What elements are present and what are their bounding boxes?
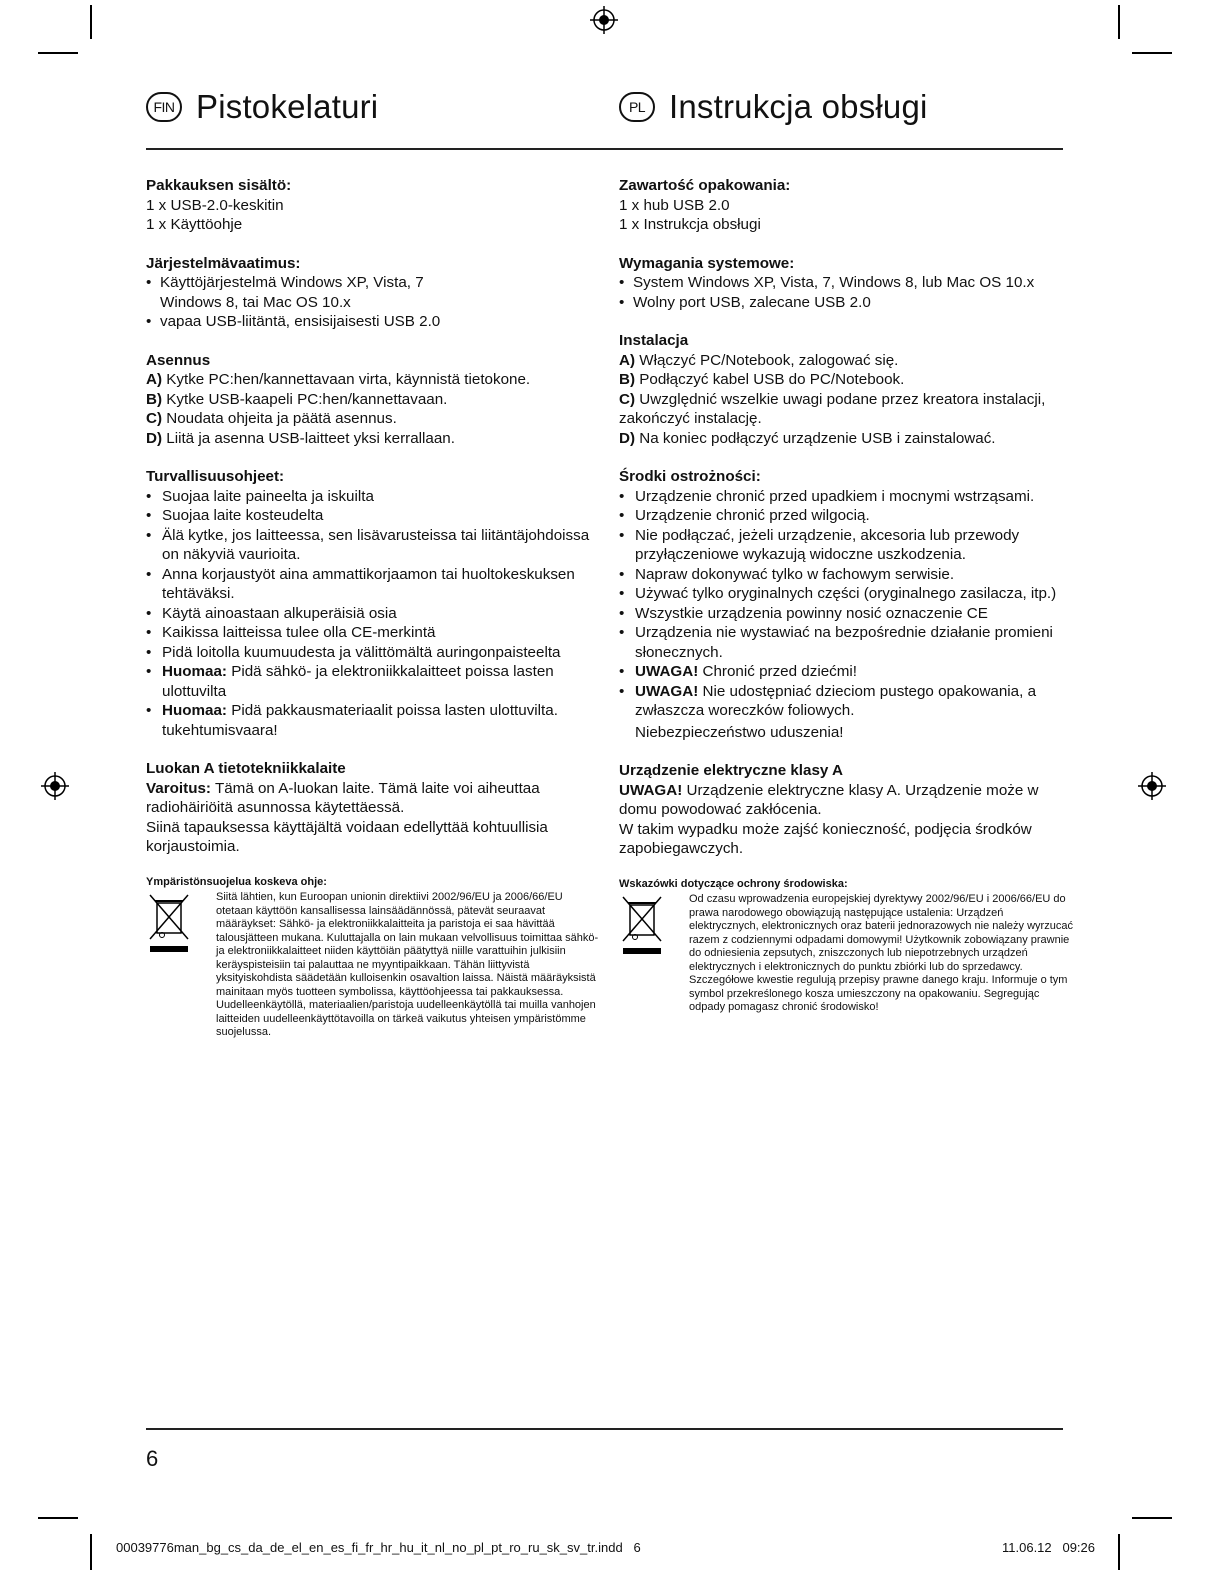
- list-item: • vapaa USB-liitäntä, ensisijaisesti USB 2.0: [146, 312, 601, 332]
- section-heading: Instalacja: [619, 332, 689, 349]
- pl-header: [619, 88, 928, 126]
- list-item: • Käyttöjärjestelmä Windows XP, Vista, 7 Windows 8, tai Mac OS 10.x: [146, 273, 460, 312]
- list-item: • Älä kytke, jos laitteessa, sen lisävarusteissa tai liitäntäjohdoissa on näkyviä vaurioita.: [146, 526, 601, 565]
- list-item: • Urządzenie chronić przed wilgocią.: [619, 506, 1074, 526]
- crop-mark: [1118, 1534, 1120, 1570]
- install-step: A) Kytke PC:hen/kannettavaan virta, käynnistä tietokone.: [146, 371, 531, 388]
- fi-title: Pistokelaturi: [196, 88, 379, 125]
- bullet-list: [146, 487, 601, 741]
- file-slug: 00039776man_bg_cs_da_de_el_en_es_fi_fr_hr_hu_it_nl_no_pl_pt_ro_ru_sk_sv_tr.indd 6: [116, 1540, 641, 1555]
- list-item: • Nie podłączać, jeżeli urządzenie, akcesoria lub przewody przyłączeniowe wykazują widoczne uszkodzenia.: [619, 526, 1074, 565]
- section-heading: Wymagania systemowe:: [619, 254, 795, 272]
- crop-mark: [90, 5, 92, 39]
- pl-system-section: [619, 254, 1074, 313]
- registration-mark-icon: [40, 771, 70, 801]
- bullet-list: [619, 273, 1074, 312]
- footer-rule: [146, 1428, 1063, 1430]
- bullet-list: [619, 487, 1074, 721]
- install-step: C) Uwzględnić wszelkie uwagi podane przez kreatora instalacji, zakończyć instalację.: [619, 390, 1046, 427]
- crossed-bin-icon: [146, 891, 194, 955]
- suffocation-warning: Niebezpieczeństwo uduszenia!: [635, 723, 844, 741]
- list-item: • Używać tylko oryginalnych części (oryginalnego zasilacza, itp.): [619, 584, 1074, 604]
- section-heading: Urządzenie elektryczne klasy A: [619, 762, 843, 779]
- list-item: • Suojaa laite kosteudelta: [146, 506, 601, 526]
- section-heading: Turvallisuusohjeet:: [146, 468, 285, 485]
- fi-install-section: [146, 351, 601, 449]
- list-item: • Wszystkie urządzenia powinny nosić oznaczenie CE: [619, 604, 1074, 624]
- list-item: • Wolny port USB, zalecane USB 2.0: [619, 293, 1074, 313]
- list-item: • Kaikissa laitteissa tulee olla CE-merkintä: [146, 623, 601, 643]
- list-item: • System Windows XP, Vista, 7, Windows 8, lub Mac OS 10.x: [619, 273, 1074, 293]
- fi-safety-section: [146, 467, 601, 740]
- pl-contents-section: [619, 176, 1074, 235]
- list-item: 1 x Käyttöohje: [146, 216, 243, 233]
- fi-column: [146, 176, 601, 1040]
- crop-mark: [1132, 52, 1172, 54]
- install-step: D) Na koniec podłączyć urządzenie USB i zainstalować.: [619, 429, 996, 447]
- crop-mark: [1118, 5, 1120, 39]
- pl-language-badge: PL: [619, 92, 655, 122]
- section-heading: Środki ostrożności:: [619, 468, 761, 485]
- install-step: C) Noudata ohjeita ja päätä asennus.: [146, 410, 397, 427]
- fi-class-a-section: Luokan A tietotekniikkalaite Varoitus: Tämä on A-luokan laite. Tämä laite voi aiheuttaa radiohäiriöitä asunnossa käytettäessä. Siinä tapauksessa käyttäjältä voidaan edellyttää kohtuullisia korjaustoimia.: [146, 759, 601, 857]
- section-heading: Luokan A tietotekniikkalaite: [146, 760, 346, 777]
- header-rule: [146, 148, 1063, 150]
- section-heading: Asennus: [146, 351, 211, 369]
- pl-title: Instrukcja obsługi: [669, 88, 928, 125]
- list-item: • Pidä loitolla kuumuudesta ja välittömältä auringonpaisteelta: [146, 643, 601, 663]
- install-step: B) Kytke USB-kaapeli PC:hen/kannettavaan.: [146, 390, 448, 408]
- list-item: 1 x USB-2.0-keskitin: [146, 196, 284, 214]
- list-item: • Napraw dokonywać tylko w fachowym serwisie.: [619, 565, 1074, 585]
- install-step: D) Liitä ja asenna USB-laitteet yksi kerrallaan.: [146, 429, 455, 447]
- crop-mark: [1132, 1517, 1172, 1519]
- pl-class-a-section: Urządzenie elektryczne klasy A UWAGA! Urządzenie elektryczne klasy A. Urządzenie może w domu powodować zakłócenia. W takim wypadku może zajść konieczność, podjęcia środków zapobiegawczych.: [619, 761, 1074, 859]
- list-item: • Urządzenia nie wystawiać na bezpośrednie działanie promieni słonecznych.: [619, 623, 1074, 662]
- fi-environment-note: Ympäristönsuojelua koskeva ohje: Siitä lähtien, kun Euroopan unionin direktiivi 2002/96/EU ja 2006/66/EU otetaan käyttöön kansallisessa lainsäädännössä, pätevät seuraavat määräykset: Sähkö- ja elektroniikkalaitteita ja paristoja ei saa hävittää talousjätteen mukana. Kuluttajalla on lain mukaan velvollisuus toimittaa sähkö- ja elektroniikkalaitteet niiden käyttöiän päätyttyä niille varattuihin julkisiin keräyspisteisiin tai palauttaa ne myyntipaikkaan. Tähän liittyvistä yksityiskohdista säädetään kulloisenkin osavaltion laissa. Näistä määräyksistä mainitaan myös tuotteen symbolissa, käyttöohjeessa tai pakkauksessa. Uudelleenkäytöllä, materiaalien/paristoja uudelleenkäytöllä tai muilla vanhojen laitteiden uudelleenkäyttötavoilla on tärkeä vaikutus yhteisen ympäristömme suojelussa.: [146, 875, 599, 1038]
- section-heading: Zawartość opakowania:: [619, 177, 791, 194]
- pl-install-section: [619, 331, 1074, 448]
- section-heading: Järjestelmävaatimus:: [146, 254, 301, 272]
- install-step: A) Włączyć PC/Notebook, zalogować się.: [619, 351, 899, 369]
- pl-column: [619, 176, 1074, 1015]
- crop-mark: [38, 1517, 78, 1519]
- list-item: • Huomaa: Pidä pakkausmateriaalit poissa lasten ulottuvilta. tukehtumisvaara!: [146, 701, 601, 740]
- bullet-list: [146, 273, 601, 332]
- fi-header: [146, 88, 378, 126]
- list-item: • Anna korjaustyöt aina ammattikorjaamon tai huoltokeskuksen tehtäväksi.: [146, 565, 601, 604]
- list-item: 1 x Instrukcja obsługi: [619, 216, 761, 233]
- registration-mark-icon: [1137, 771, 1167, 801]
- pl-environment-note: Wskazówki dotyczące ochrony środowiska: Od czasu wprowadzenia europejskiej dyrektywy 2002/96/EU i 2006/66/EU do prawa narodowego obowiązują następujące ustalenia: Urządzeń elektrycznych, elektronicznych oraz baterii jednorazowych nie należy wyrzucać razem z codziennymi odpadami domowymi! Użytkownik zobowiązany prawnie do odniesienia zepsutych, zniszczonych lub niepotrzebnych urządzeń elektrycznych i elektronicznych do punktu zbiórki lub do sprzedawcy. Szczegółowe kwestie regulują przepisy prawne danego kraju. Informuje o tym symbol przekreślonego kosza umieszczony na opakowaniu. Segregując odpady pomagasz chronić środowisko!: [619, 877, 1073, 1013]
- list-item: • UWAGA! Chronić przed dziećmi!: [619, 662, 1074, 682]
- print-timestamp: 11.06.12 09:26: [1002, 1540, 1096, 1555]
- list-item: • Urządzenie chronić przed upadkiem i mocnymi wstrząsami.: [619, 487, 1074, 507]
- crop-mark: [38, 52, 78, 54]
- list-item: • Käytä ainoastaan alkuperäisiä osia: [146, 604, 601, 624]
- pl-safety-section: [619, 467, 1074, 742]
- list-item: 1 x hub USB 2.0: [619, 196, 730, 214]
- fi-contents-section: [146, 176, 601, 235]
- fi-language-badge: FIN: [146, 92, 182, 122]
- install-step: B) Podłączyć kabel USB do PC/Notebook.: [619, 371, 905, 388]
- list-item: • UWAGA! Nie udostępniać dzieciom pustego opakowania, a zwłaszcza woreczków foliowych.: [619, 682, 1074, 721]
- list-item: • Huomaa: Pidä sähkö- ja elektroniikkalaitteet poissa lasten ulottuvilta: [146, 662, 601, 701]
- fi-system-section: [146, 254, 601, 332]
- crossed-bin-icon: [619, 893, 667, 957]
- page-number: 6: [146, 1446, 159, 1471]
- crop-mark: [90, 1534, 92, 1570]
- registration-mark-icon: [589, 5, 619, 35]
- section-heading: Pakkauksen sisältö:: [146, 177, 292, 194]
- list-item: • Suojaa laite paineelta ja iskuilta: [146, 487, 601, 507]
